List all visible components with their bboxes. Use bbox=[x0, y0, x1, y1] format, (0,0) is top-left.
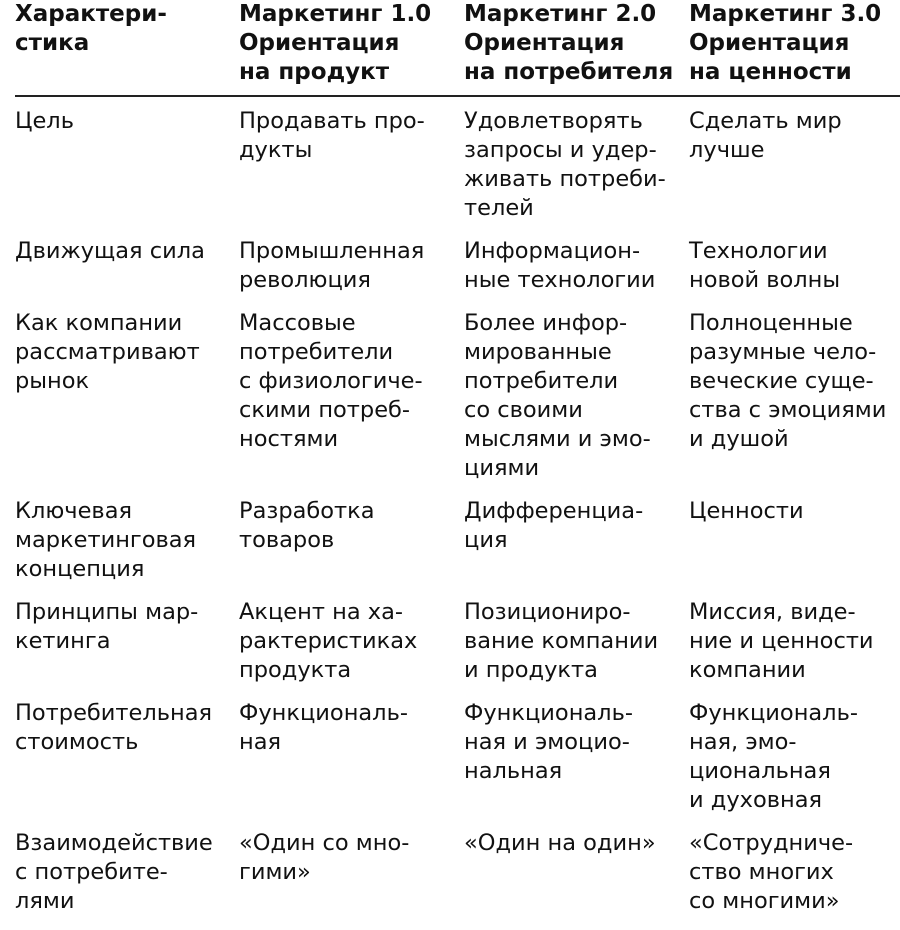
header-characteristic: Характери- стика bbox=[15, 0, 239, 96]
row-label: Принципы мар- кетинга bbox=[15, 599, 199, 654]
cell-marketing-1: «Один со мно- гими» bbox=[239, 830, 410, 885]
cell-marketing-2: Функциональ- ная и эмоцио- нальная bbox=[464, 700, 633, 784]
row-label: Как компании рассматривают рынок bbox=[15, 310, 200, 394]
row-label: Взаимодействие с потребите- лями bbox=[15, 830, 213, 914]
cell-marketing-3: Функциональ- ная, эмо- циональная и духовная bbox=[689, 700, 858, 813]
cell-marketing-1: Функциональ- ная bbox=[239, 700, 408, 755]
cell-marketing-2: Дифференциа- ция bbox=[464, 498, 644, 553]
table-row-driving-force bbox=[15, 237, 900, 309]
cell-marketing-1: Массовые потребители с физиологиче- скими потреб- ностями bbox=[239, 310, 423, 452]
marketing-comparison-table bbox=[15, 0, 900, 930]
cell-marketing-1: Разработка товаров bbox=[239, 498, 375, 553]
header-marketing-3: Маркетинг 3.0 Ориентация на ценности bbox=[689, 0, 900, 96]
header-marketing-1: Маркетинг 1.0 Ориентация на продукт bbox=[239, 0, 464, 96]
table-row-principles bbox=[15, 598, 900, 699]
cell-marketing-2: Информацион- ные технологии bbox=[464, 238, 656, 293]
cell-marketing-2: Более инфор- мированные потребители со своими мыслями и эмо- циями bbox=[464, 310, 651, 481]
cell-marketing-3: Полноценные разумные чело- веческие суще- ства с эмоциями и душой bbox=[689, 310, 887, 452]
cell-marketing-3: Ценности bbox=[689, 498, 804, 524]
cell-marketing-1: Продавать про- дукты bbox=[239, 108, 425, 163]
table-row-interaction bbox=[15, 829, 900, 930]
table-header-row bbox=[15, 0, 900, 96]
row-label: Цель bbox=[15, 108, 74, 134]
row-label: Ключевая маркетинговая концепция bbox=[15, 498, 197, 582]
cell-marketing-2: «Один на один» bbox=[464, 830, 656, 856]
cell-marketing-2: Позициониро- вание компании и продукта bbox=[464, 599, 659, 683]
row-label: Движущая сила bbox=[15, 238, 205, 264]
table-row-consumer-value bbox=[15, 699, 900, 829]
row-label: Потребительная стоимость bbox=[15, 700, 213, 755]
cell-marketing-1: Промышленная революция bbox=[239, 238, 425, 293]
table-row-key-concept bbox=[15, 497, 900, 598]
cell-marketing-3: Сделать мир лучше bbox=[689, 108, 842, 163]
cell-marketing-3: Технологии новой волны bbox=[689, 238, 841, 293]
table-row-goal bbox=[15, 96, 900, 237]
cell-marketing-3: Миссия, виде- ние и ценности компании bbox=[689, 599, 874, 683]
table-row-market-view bbox=[15, 309, 900, 497]
cell-marketing-3: «Сотрудниче- ство многих со многими» bbox=[689, 830, 854, 914]
cell-marketing-1: Акцент на ха- рактеристиках продукта bbox=[239, 599, 418, 683]
cell-marketing-2: Удовлетворять запросы и удер- живать потреби- телей bbox=[464, 108, 666, 221]
header-marketing-2: Маркетинг 2.0 Ориентация на потребителя bbox=[464, 0, 689, 96]
